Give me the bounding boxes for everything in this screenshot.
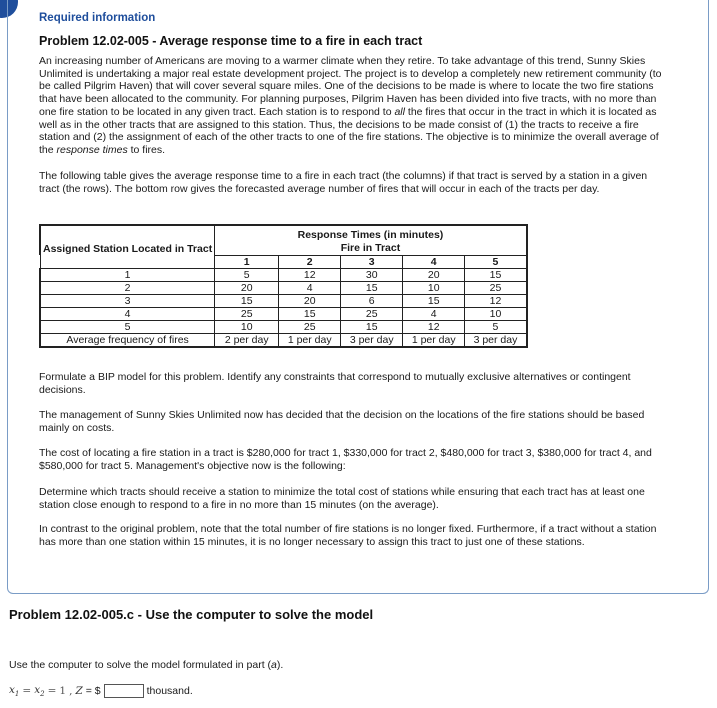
z-equals-dollar: = $ xyxy=(85,685,101,698)
table-row xyxy=(40,307,527,320)
intro-text-a: An increasing number of Americans are moving to a warmer climate when they retire. To take advantage of this trend, Sunny Skies Unlimited is undertaking a major real estate development project. The project is to develop a completely new retirement community (to be called Pilgrim Haven) that will cover several square miles. One of the decisions to be made is where to locate the two fire stations that have been allocated to the community. For planning purposes, Pilgrim Haven has been divided into five tracts, with no more than one fire station to be located in any given tract. Each station is to respond to xyxy=(39,55,662,118)
required-information-label: Required information xyxy=(39,12,156,24)
col-label: 2 xyxy=(279,255,341,268)
row-label: 4 xyxy=(40,307,215,320)
part-c-title: Problem 12.02-005.c - Use the computer to solve the model xyxy=(9,607,374,622)
table-cell: 30 xyxy=(341,268,403,281)
table-cell: 5 xyxy=(215,268,279,281)
instruction-text-b: ). xyxy=(276,659,284,671)
equals-sign: = xyxy=(22,685,32,698)
frequency-cell: 1 per day xyxy=(403,333,465,347)
frequency-cell: 1 per day xyxy=(279,333,341,347)
table-cell: 25 xyxy=(341,307,403,320)
var-z: Z xyxy=(75,685,83,698)
table-cell: 15 xyxy=(341,320,403,333)
row-header-spacer xyxy=(40,255,215,268)
table-cell: 25 xyxy=(279,320,341,333)
cost-data-paragraph: The cost of locating a fire station in a tract is $280,000 for tract 1, $330,000 for tract 2, $480,000 for tract 3, $380,000 for tract 4, and $580,000 for tract 5. Management's objective now is the following: xyxy=(39,447,652,472)
col-label: 4 xyxy=(403,255,465,268)
frequency-cell: 2 per day xyxy=(215,333,279,347)
answer-line xyxy=(9,684,193,698)
var-x1: $x_1$ xyxy=(9,684,20,699)
table-cell: 12 xyxy=(403,320,465,333)
table-cell: 20 xyxy=(215,281,279,294)
table-cell: 20 xyxy=(403,268,465,281)
table-cell: 25 xyxy=(465,281,527,294)
col-label: 3 xyxy=(341,255,403,268)
value-one: 1 xyxy=(59,685,67,698)
table-cell: 15 xyxy=(341,281,403,294)
table-cell: 10 xyxy=(403,281,465,294)
instruction-text-a: Use the computer to solve the model formulated in part ( xyxy=(9,659,272,671)
table-description: The following table gives the average response time to a fire in each tract (the columns) if that tract is served by a station in a given tract (the rows). The bottom row gives the forecasted average number of fires that will occur in each of the tracts per day. xyxy=(39,170,648,195)
cost-decision-paragraph: The management of Sunny Skies Unlimited now has decided that the decision on the locations of the fire stations should be based mainly on costs. xyxy=(39,409,645,434)
table-cell: 10 xyxy=(465,307,527,320)
row-label: 5 xyxy=(40,320,215,333)
table-cell: 12 xyxy=(279,268,341,281)
intro-text-c: to fires. xyxy=(127,143,166,156)
part-a-instruction: Formulate a BIP model for this problem. Identify any constraints that correspond to mutually exclusive alternatives or contingent decisions. xyxy=(39,371,631,396)
table-cell: 15 xyxy=(465,268,527,281)
table-cell: 6 xyxy=(341,294,403,307)
table-row xyxy=(40,294,527,307)
equals-sign: = xyxy=(47,685,57,698)
row-label: 2 xyxy=(40,281,215,294)
frequency-cell: 3 per day xyxy=(341,333,403,347)
intro-emphasis-all: all xyxy=(394,105,405,118)
response-times-table xyxy=(39,224,528,348)
frequency-cell: 3 per day xyxy=(465,333,527,347)
table-cell: 4 xyxy=(279,281,341,294)
table-row xyxy=(40,268,527,281)
table-cell: 15 xyxy=(403,294,465,307)
intro-emphasis-response-times: response times xyxy=(56,143,128,156)
table-row xyxy=(40,320,527,333)
col-label: 1 xyxy=(215,255,279,268)
problem-title: Problem 12.02-005 - Average response time to a fire in each tract xyxy=(39,34,423,48)
table-row xyxy=(40,281,527,294)
row-header-text: Assigned Station Located in Tract xyxy=(43,243,213,255)
unit-label: thousand. xyxy=(146,685,193,698)
comma: , xyxy=(69,685,73,698)
row-header-cell xyxy=(40,225,215,255)
z-value-input[interactable] xyxy=(104,684,144,698)
objective-paragraph: Determine which tracts should receive a station to minimize the total cost of stations while ensuring that each tract has at least one station close enough to respond to a fire in no more than 15 minutes (on the average). xyxy=(39,486,645,511)
var-x2: $x_2$ xyxy=(34,684,45,699)
table-cell: 5 xyxy=(465,320,527,333)
table-cell: 10 xyxy=(215,320,279,333)
frequency-label: Average frequency of fires xyxy=(40,333,215,347)
table-cell: 12 xyxy=(465,294,527,307)
table-header-sub: Fire in Tract xyxy=(340,242,401,254)
table-header-top: Response Times (in minutes) xyxy=(297,229,444,241)
intro-text-b: the fires that occur in the tract in which it is located as well as in the other tracts that are assigned to this station. Thus, the decisions to be made consist of (1) the tracts to receive a fire station and (2) the assignment of each of the other tracts to one of the fire stations. The objective is to minimize the overall average of the xyxy=(39,105,659,156)
col-label: 5 xyxy=(465,255,527,268)
table-cell: 15 xyxy=(215,294,279,307)
instruction-part-letter: a xyxy=(271,659,277,671)
table-cell: 25 xyxy=(215,307,279,320)
intro-paragraph xyxy=(39,55,669,157)
frequency-row xyxy=(40,333,527,347)
table-cell: 4 xyxy=(403,307,465,320)
row-label: 3 xyxy=(40,294,215,307)
table-cell: 20 xyxy=(279,294,341,307)
table-header-cell xyxy=(215,225,527,255)
contrast-paragraph: In contrast to the original problem, note that the total number of fire stations is no longer fixed. Furthermore, if a tract without a station has more than one station within 15 minutes, it is no longer necessary to assign this tract to just one of these stations. xyxy=(39,523,657,548)
part-c-instruction xyxy=(9,659,283,671)
row-label: 1 xyxy=(40,268,215,281)
table-cell: 15 xyxy=(279,307,341,320)
